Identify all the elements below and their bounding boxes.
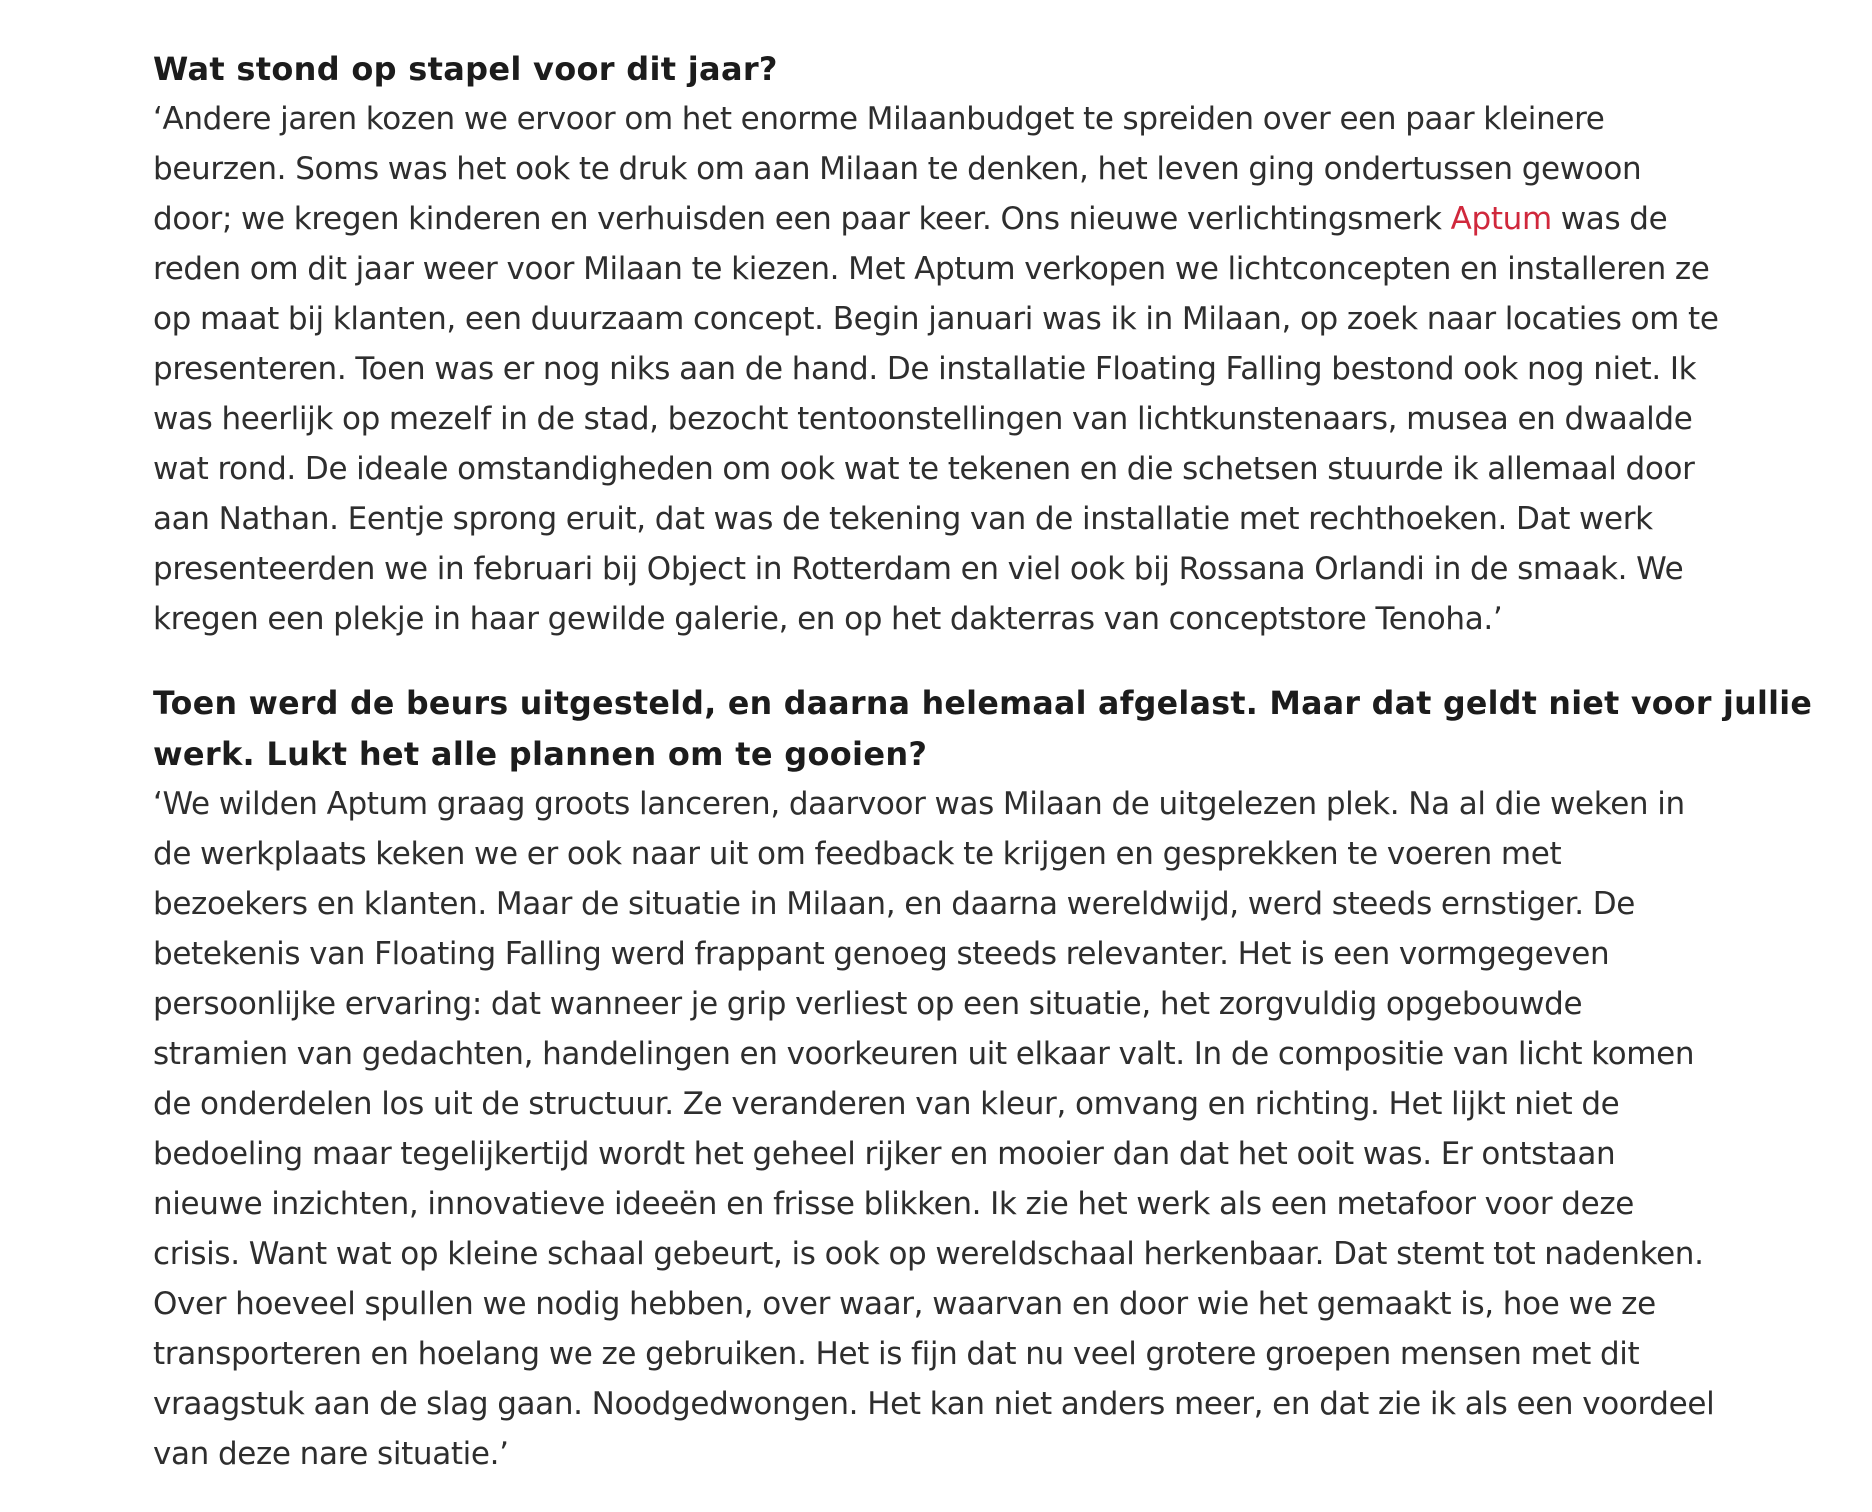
answer-line: crisis. Want wat op kleine schaal gebeurt, is ook op wereldschaal herkenbaar. Dat stemt tot nadenken. <box>153 1236 1704 1272</box>
answer-line: wat rond. De ideale omstandigheden om ook wat te tekenen en die schetsen stuurde ik allemaal door <box>153 451 1695 487</box>
answer-line: Over hoeveel spullen we nodig hebben, over waar, waarvan en door wie het gemaakt is, hoe we ze <box>153 1286 1656 1322</box>
question-heading <box>153 679 1813 779</box>
answer-line: was heerlijk op mezelf in de stad, bezocht tentoonstellingen van lichtkunstenaars, musea en dwaalde <box>153 401 1693 437</box>
answer-line <box>153 194 1813 244</box>
answer-text: was de <box>1551 201 1668 237</box>
answer-line: van deze nare situatie.’ <box>153 1436 509 1472</box>
answer-line: bedoeling maar tegelijkertijd wordt het geheel rijker en mooier dan dat het ooit was. Er ontstaan <box>153 1136 1616 1172</box>
answer-line: aan Nathan. Eentje sprong eruit, dat was de tekening van de installatie met rechthoeken. Dat werk <box>153 501 1653 537</box>
question-heading <box>153 44 1813 94</box>
answer-line: presenteerden we in februari bij Object in Rotterdam en viel ook bij Rossana Orlandi in de smaak. We <box>153 551 1684 587</box>
answer-paragraph <box>153 94 1813 644</box>
aptum-link[interactable]: Aptum <box>1450 201 1552 237</box>
answer-paragraph <box>153 779 1813 1479</box>
question-line: werk. Lukt het alle plannen om te gooien? <box>153 735 928 773</box>
answer-line: presenteren. Toen was er nog niks aan de hand. De installatie Floating Falling bestond ook nog niet. Ik <box>153 351 1697 387</box>
answer-line: beurzen. Soms was het ook te druk om aan Milaan te denken, het leven ging ondertussen gewoon <box>153 151 1642 187</box>
answer-line: reden om dit jaar weer voor Milaan te kiezen. Met Aptum verkopen we lichtconcepten en installeren ze <box>153 251 1710 287</box>
answer-line: kregen een plekje in haar gewilde galerie, en op het dakterras van conceptstore Tenoha.’ <box>153 601 1503 637</box>
article-body <box>153 44 1813 1479</box>
answer-line: bezoekers en klanten. Maar de situatie in Milaan, en daarna wereldwijd, werd steeds ernstiger. De <box>153 886 1635 922</box>
question-line: Toen werd de beurs uitgesteld, en daarna helemaal afgelast. Maar dat geldt niet voor jullie <box>153 686 1813 722</box>
answer-line: persoonlijke ervaring: dat wanneer je grip verliest op een situatie, het zorgvuldig opgebouwde <box>153 986 1583 1022</box>
qa-section-1 <box>153 44 1813 644</box>
question-line: Wat stond op stapel voor dit jaar? <box>153 50 778 88</box>
qa-section-2 <box>153 679 1813 1479</box>
answer-line: stramien van gedachten, handelingen en voorkeuren uit elkaar valt. In de compositie van licht komen <box>153 1036 1695 1072</box>
answer-line: ‘Andere jaren kozen we ervoor om het enorme Milaanbudget te spreiden over een paar kleinere <box>153 101 1605 137</box>
answer-line: betekenis van Floating Falling werd frappant genoeg steeds relevanter. Het is een vormgegeven <box>153 936 1610 972</box>
answer-line: op maat bij klanten, een duurzaam concept. Begin januari was ik in Milaan, op zoek naar locaties om te <box>153 301 1719 337</box>
answer-line: ‘We wilden Aptum graag groots lanceren, daarvoor was Milaan de uitgelezen plek. Na al die weken in <box>153 786 1685 822</box>
answer-line: de onderdelen los uit de structuur. Ze veranderen van kleur, omvang en richting. Het lijkt niet de <box>153 1086 1620 1122</box>
answer-line: vraagstuk aan de slag gaan. Noodgedwongen. Het kan niet anders meer, en dat zie ik als een voordeel <box>153 1386 1715 1422</box>
answer-line: transporteren en hoelang we ze gebruiken. Het is fijn dat nu veel grotere groepen mensen met dit <box>153 1336 1640 1372</box>
answer-line: nieuwe inzichten, innovatieve ideeën en frisse blikken. Ik zie het werk als een metafoor voor deze <box>153 1186 1634 1222</box>
answer-text: door; we kregen kinderen en verhuisden een paar keer. Ons nieuwe verlichtingsmerk <box>153 201 1451 237</box>
answer-line: de werkplaats keken we er ook naar uit om feedback te krijgen en gesprekken te voeren met <box>153 836 1562 872</box>
